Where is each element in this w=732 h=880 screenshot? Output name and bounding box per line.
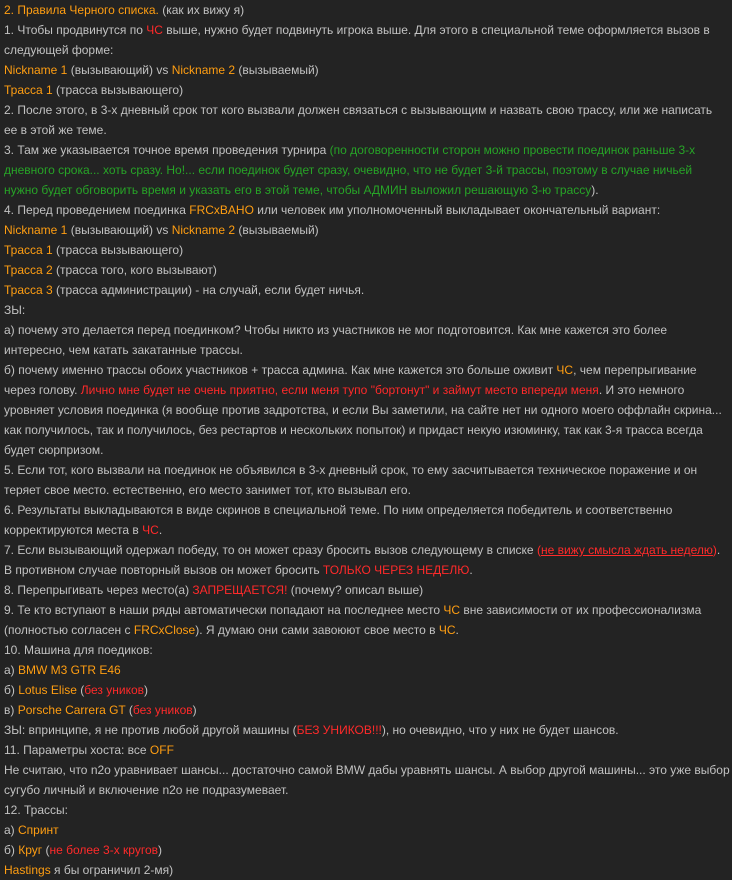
text-segment: в) xyxy=(4,703,18,717)
text-segment: (трасса того, кого вызывают) xyxy=(52,263,217,277)
highlighted-text: (по договоренности сторон можно провести поединок раньше 3-х xyxy=(329,143,696,157)
text-segment: а) xyxy=(4,823,19,837)
highlighted-text: нужно будет обговорить время и указать его в этой теме, чтобы АДМИН выложил решающую 3-ю трассу xyxy=(4,183,592,197)
text-segment: . xyxy=(716,543,721,557)
post-line xyxy=(4,600,730,620)
text-segment: 5. Если тот, кого вызвали на поединок не объявился в 3-х дневный срок, то ему засчитывается техническое поражение и он xyxy=(4,463,698,477)
text-segment: ( xyxy=(76,683,85,697)
text-segment: (вызываемый) xyxy=(235,63,319,77)
text-segment: . xyxy=(469,563,473,577)
text-segment: 2. После этого, в 3-х дневный срок тот кого вызвали должен связаться с вызывающим и назвать свою трассу, или же написать xyxy=(4,103,713,117)
post-line xyxy=(4,100,730,120)
highlighted-text: FRCxBAHO xyxy=(189,203,254,217)
highlighted-text: ЧС xyxy=(556,363,574,377)
text-segment: ( xyxy=(42,843,50,857)
text-segment: (трасса вызывающего) xyxy=(52,83,184,97)
post-line xyxy=(4,420,730,440)
text-segment: а) почему это делается перед поединком? Чтобы никто из участников не мог подготовится. Как мне кажется это более xyxy=(4,323,668,337)
post-line xyxy=(4,640,730,660)
highlighted-text: ЗАПРЕЩАЕТСЯ! xyxy=(192,583,288,597)
text-segment: 10. Машина для поедиков: xyxy=(4,643,153,657)
text-segment: 11. Параметры хоста: все xyxy=(4,743,150,757)
text-segment: ее в этой же теме. xyxy=(4,123,107,137)
post-line xyxy=(4,860,730,880)
highlighted-text: ЧС xyxy=(443,603,461,617)
post-line xyxy=(4,440,730,460)
highlighted-text: Спринт xyxy=(18,823,59,837)
text-segment: 1. Чтобы продвинутся по xyxy=(4,23,147,37)
text-segment: б) xyxy=(4,683,19,697)
post-line xyxy=(4,340,730,360)
text-segment: (трасса вызывающего) xyxy=(52,243,184,257)
highlighted-text: FRCxClose xyxy=(133,623,196,637)
highlighted-text: Hastings xyxy=(4,863,51,877)
text-segment: (вызываемый) xyxy=(235,223,319,237)
text-segment: 6. Результаты выкладываются в виде скринов в специальной теме. По ним определяется победитель и соответственно xyxy=(4,503,673,517)
post-line xyxy=(4,200,730,220)
highlighted-text: ЧС xyxy=(438,623,456,637)
post-line xyxy=(4,320,730,340)
text-segment: В противном случае повторный вызов он может бросить xyxy=(4,563,323,577)
highlighted-text: BMW M3 GTR E46 xyxy=(18,663,121,677)
text-segment: будет сюрпризом. xyxy=(4,443,104,457)
post-line xyxy=(4,620,730,640)
highlighted-text: БЕЗ УНИКОВ!!! xyxy=(296,723,382,737)
post-line xyxy=(4,800,730,820)
highlighted-text: Nickname 2 xyxy=(171,223,236,237)
post-line xyxy=(4,500,730,520)
highlighted-text: ( xyxy=(536,543,541,557)
post-line xyxy=(4,180,730,200)
post-line xyxy=(4,140,730,160)
text-segment: Не считаю, что n2o уравнивает шансы... достаточно самой BMW дабы уравнять шансы. А выбор другой машины... это уже выбор xyxy=(4,763,730,777)
text-segment: сугубо личный и включение n2o не подразумевает. xyxy=(4,783,289,797)
highlighted-text: ЧС xyxy=(146,23,163,37)
highlighted-text: ТОЛЬКО ЧЕРЕЗ НЕДЕЛЮ xyxy=(322,563,470,577)
post-line xyxy=(4,480,730,500)
highlighted-text: Трасса 1 xyxy=(4,83,53,97)
post-line xyxy=(4,280,730,300)
post-line xyxy=(4,160,730,180)
text-segment: уровняет условия поединка (я вообще против задротства, и если Вы заметили, на сайте нет ни одного моего оффлайн скрина... xyxy=(4,403,722,417)
post-line xyxy=(4,660,730,680)
post-line xyxy=(4,260,730,280)
text-segment: вне зависимости от их профессионализма xyxy=(460,603,702,617)
text-segment: (как их вижу я) xyxy=(158,3,245,17)
text-segment: ), но очевидно, что у них не будет шансов. xyxy=(381,723,619,737)
highlighted-text: Porsche Carrera GT xyxy=(17,703,126,717)
text-segment: б) почему именно трассы обоих участников + трасса админа. Как мне кажется это больше оживит xyxy=(4,363,557,377)
highlighted-text: 2. Правила Черного списка. xyxy=(4,3,159,17)
post-line xyxy=(4,380,730,400)
text-segment: (вызывающий) vs xyxy=(67,63,172,77)
post-line xyxy=(4,40,730,60)
post-line xyxy=(4,740,730,760)
post-line xyxy=(4,240,730,260)
text-segment: (почему? описал выше) xyxy=(287,583,424,597)
text-segment: интересно, чем катать закатанные трассы. xyxy=(4,343,243,357)
post-line xyxy=(4,760,730,780)
highlighted-text: без уников xyxy=(84,683,144,697)
post-line xyxy=(4,80,730,100)
text-segment: 8. Перепрыгивать через место(а) xyxy=(4,583,193,597)
text-segment: ) xyxy=(144,683,148,697)
text-segment: б) xyxy=(4,843,19,857)
post-line xyxy=(4,60,730,80)
text-segment: (трасса администрации) - на случай, если будет ничья. xyxy=(52,283,365,297)
highlighted-text: без уников xyxy=(132,703,193,717)
post-line xyxy=(4,720,730,740)
highlighted-text: Nickname 2 xyxy=(171,63,236,77)
text-segment: ( xyxy=(125,703,133,717)
post-line xyxy=(4,400,730,420)
text-segment: выше, нужно будет подвинуть игрока выше. Для этого в специальной теме оформляется вызов в xyxy=(162,23,710,37)
highlighted-text: Трасса 3 xyxy=(4,283,53,297)
text-segment: . xyxy=(455,623,459,637)
highlighted-text: Круг xyxy=(18,843,43,857)
post-line xyxy=(4,560,730,580)
post-line xyxy=(4,460,730,480)
post-line xyxy=(4,820,730,840)
post-line xyxy=(4,120,730,140)
text-segment: или человек им уполномоченный выкладывает окончательный вариант: xyxy=(253,203,661,217)
text-segment: я бы ограничил 2-мя) xyxy=(50,863,174,877)
post-line xyxy=(4,220,730,240)
text-segment: как получилось, так и получилось, без рестартов и нескольких попыток) и придаст некую изюминку, так как 3-я трасса всегда xyxy=(4,423,703,437)
highlighted-text: Трасса 1 xyxy=(4,243,53,257)
post-line xyxy=(4,0,730,20)
text-segment: ). Я думаю они сами завоюют свое место в xyxy=(195,623,439,637)
highlighted-text: дневного срока... хоть сразу. Но!... если поединок будет сразу, очевидно, что не будет 3-й трассы, поэтому в случае ничьей xyxy=(4,163,693,177)
text-segment: 4. Перед проведением поединка xyxy=(4,203,190,217)
post-line xyxy=(4,840,730,860)
text-segment: ЗЫ: впринципе, я не против любой другой машины ( xyxy=(4,723,297,737)
highlighted-text: не более 3-х кругов xyxy=(49,843,159,857)
text-segment: следующей форме: xyxy=(4,43,114,57)
post-line xyxy=(4,780,730,800)
text-segment: 3. Там же указывается точное время проведения турнира xyxy=(4,143,330,157)
text-segment: . xyxy=(158,523,163,537)
highlighted-text: Лично мне будет не очень приятно, если меня тупо "бортонут" и займут место впереди меня xyxy=(80,383,599,397)
post-line xyxy=(4,520,730,540)
text-segment: а) xyxy=(4,663,19,677)
text-segment: корректируются места в xyxy=(4,523,143,537)
text-segment: ). xyxy=(591,183,599,197)
highlighted-text: Трасса 2 xyxy=(4,263,53,277)
text-segment: , чем перепрыгивание xyxy=(573,363,697,377)
post-line xyxy=(4,540,730,560)
text-segment: через голову. xyxy=(4,383,81,397)
post-line xyxy=(4,700,730,720)
highlighted-text: Nickname 1 xyxy=(4,63,68,77)
highlighted-text: ) xyxy=(712,543,717,557)
text-segment: теряет свое место. естественно, его место занимет тот, кто вызывал его. xyxy=(4,483,411,497)
text-segment: . И это немного xyxy=(598,383,685,397)
text-segment: ) xyxy=(158,843,163,857)
text-segment: 9. Те кто вступают в наши ряды автоматически попадают на последнее место xyxy=(4,603,444,617)
text-segment: (вызывающий) vs xyxy=(67,223,172,237)
text-segment: ) xyxy=(192,703,197,717)
text-segment: 12. Трассы: xyxy=(4,803,68,817)
highlighted-text: Lotus Elise xyxy=(18,683,77,697)
post-line xyxy=(4,300,730,320)
highlighted-text: ЧС xyxy=(142,523,159,537)
post-line xyxy=(4,580,730,600)
text-segment: (полностью согласен с xyxy=(4,623,134,637)
highlighted-text: OFF xyxy=(149,743,174,757)
post-line xyxy=(4,360,730,380)
post-line xyxy=(4,20,730,40)
text-segment: 7. Если вызывающий одержал победу, то он может сразу бросить вызов следующему в списке xyxy=(4,543,537,557)
highlighted-text: Nickname 1 xyxy=(4,223,68,237)
highlighted-text: не вижу смысла ждать неделю xyxy=(540,543,713,557)
post-line xyxy=(4,680,730,700)
text-segment: ЗЫ: xyxy=(4,303,26,317)
